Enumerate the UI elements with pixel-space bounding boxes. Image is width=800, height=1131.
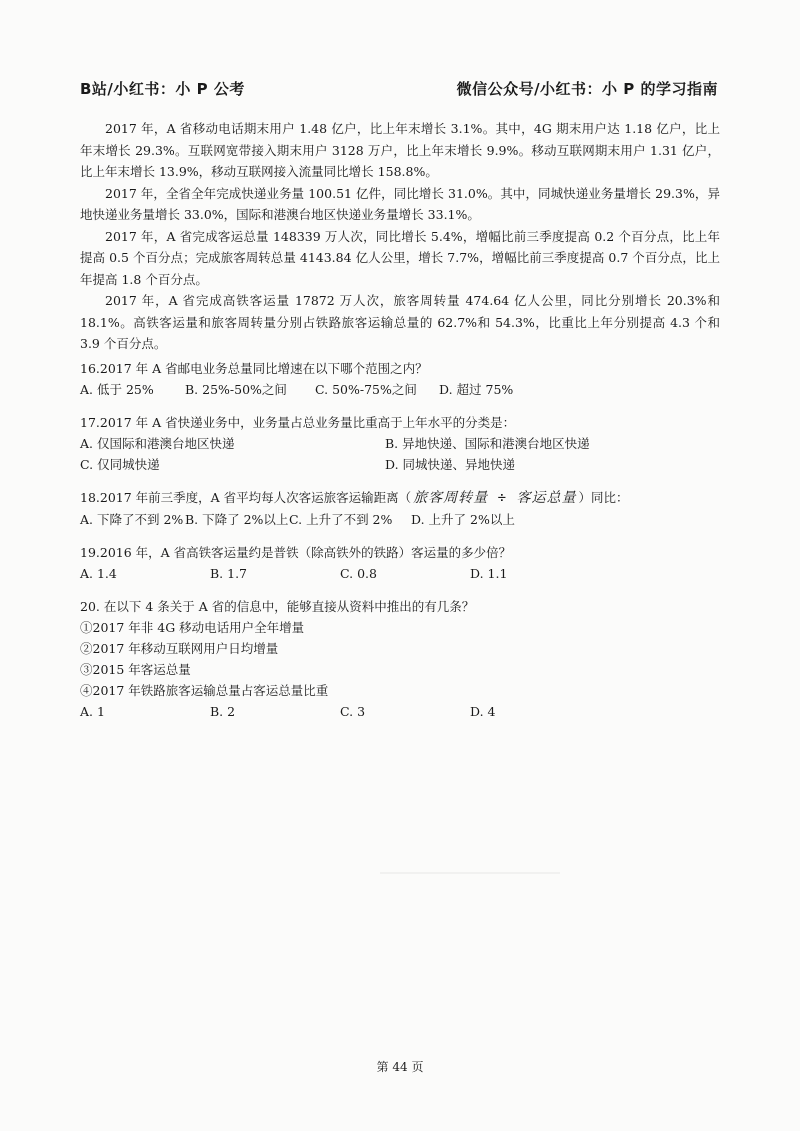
question-18 (80, 487, 720, 530)
stem-before: 18.2017 年前三季度，A 省平均每人次客运旅客运输距离（ (80, 490, 412, 505)
info-item-2: ②2017 年移动互联网用户日均增量 (80, 641, 279, 656)
option-a[interactable]: A. 1.4 (80, 566, 117, 581)
paragraph-highspeed-rail: 2017 年，A 省完成高铁客运量 17872 万人次，旅客周转量 474.64 亿人公里，同比分别增长 20.3%和 18.1%。高铁客运量和旅客周转量分别占铁路旅客运输总量的 62.7%和 54.3%，比重比上年分别提高 4.3 个和 3.9 个百分点。 (80, 293, 720, 351)
option-row (80, 433, 720, 454)
option-c[interactable]: C. 仅同城快递 (80, 457, 160, 472)
question-stem: 20. 在以下 4 条关于 A 省的信息中，能够直接从资料中推出的有几条？ (80, 599, 475, 614)
option-row (80, 379, 720, 400)
option-c[interactable]: C. 50%-75%之间 (315, 382, 417, 397)
question-stem: 16.2017 年 A 省邮电业务总量同比增速在以下哪个范围之内？ (80, 361, 428, 376)
info-item-4: ④2017 年铁路旅客运输总量占客运总量比重 (80, 683, 329, 698)
paragraph-passenger: 2017 年，A 省完成客运总量 148339 万人次，同比增长 5.4%，增幅比前三季度提高 0.2 个百分点，比上年提高 0.5 个百分点；完成旅客周转总量 4143.84 亿人公里，增长 7.7%，增幅比前三季度提高 0.7 个百分点，比上年提高 1.8 个百分点。 (80, 228, 720, 287)
question-16 (80, 358, 720, 400)
scan-smudge (380, 872, 560, 874)
info-item-1: ①2017 年非 4G 移动电话用户全年增量 (80, 620, 305, 635)
option-d[interactable]: D. 1.1 (470, 566, 508, 581)
question-list (80, 358, 720, 734)
paragraph-express: 2017 年，全省全年完成快递业务量 100.51 亿件，同比增长 31.0%。其中，同城快递业务量增长 29.3%，异地快递业务量增长 33.0%，国际和港澳台地区快递业务量增长 33.1%。 (80, 185, 720, 222)
question-stem: 17.2017 年 A 省快递业务中，业务量占总业务量比重高于上年水平的分类是： (80, 415, 516, 430)
option-d[interactable]: D. 4 (470, 704, 496, 719)
option-c[interactable]: C. 3 (340, 704, 366, 719)
option-b[interactable]: B. 1.7 (210, 566, 248, 581)
option-row (80, 701, 720, 722)
option-b[interactable]: B. 2 (210, 704, 236, 719)
option-row (80, 454, 720, 475)
option-c[interactable]: C. 0.8 (340, 566, 377, 581)
info-item-3: ③2015 年客运总量 (80, 662, 191, 677)
page-header (80, 78, 718, 99)
question-17 (80, 412, 720, 475)
stem-after: ）同比： (578, 490, 629, 505)
option-d[interactable]: D. 上升了 2%以上 (411, 512, 515, 527)
option-a[interactable]: A. 下降了不到 2% (80, 512, 184, 527)
option-a[interactable]: A. 1 (80, 704, 105, 719)
question-19 (80, 542, 720, 584)
header-left: B站/小红书：小 P 公考 (80, 80, 245, 98)
option-b[interactable]: B. 异地快递、国际和港澳台地区快递 (385, 436, 590, 451)
option-d[interactable]: D. 同城快递、异地快递 (385, 457, 516, 472)
option-d[interactable]: D. 超过 75% (439, 382, 514, 397)
page-number: 第 44 页 (376, 1060, 424, 1074)
question-20 (80, 596, 720, 722)
option-row (80, 563, 720, 584)
option-a[interactable]: A. 低于 25% (80, 382, 154, 397)
option-b[interactable]: B. 下降了 2%以上 (185, 512, 289, 527)
question-stem: 19.2016 年，A 省高铁客运量约是普铁（除高铁外的铁路）客运量的多少倍？ (80, 545, 512, 560)
handwritten-note: 旅客周转量 ÷ 客运总量 (413, 490, 577, 506)
material-text (80, 118, 720, 355)
question-stem (80, 487, 720, 509)
header-right: 微信公众号/小红书：小 P 的学习指南 (456, 80, 718, 98)
option-b[interactable]: B. 25%-50%之间 (185, 382, 287, 397)
option-c[interactable]: C. 上升了不到 2% (289, 512, 393, 527)
option-a[interactable]: A. 仅国际和港澳台地区快递 (80, 436, 235, 451)
option-row (80, 509, 720, 530)
paragraph-telecom: 2017 年，A 省移动电话期末用户 1.48 亿户，比上年末增长 3.1%。其中，4G 期末用户达 1.18 亿户，比上年末增长 29.3%。互联网宽带接入期末用户 3128 万户，比上年末增长 9.9%。移动互联网期末用户 1.31 亿户，比上年末增长 13.9%，移动互联网接入流量同比增长 158.8%。 (80, 121, 720, 179)
